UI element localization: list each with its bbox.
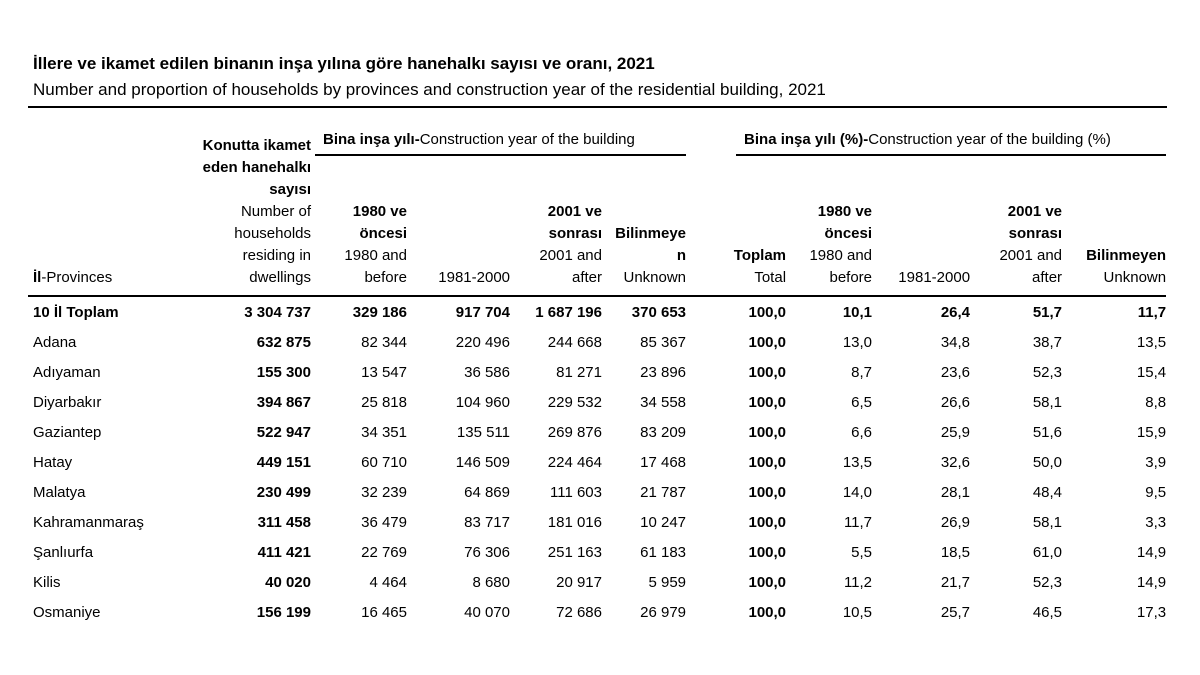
col-header-unknown: Bilinmeyen Unknown xyxy=(602,156,686,296)
value-cell: 4 464 xyxy=(369,573,407,591)
households-header-en: Number of households residing in dwellings xyxy=(234,203,311,286)
value-cell: 311 458 xyxy=(257,513,311,531)
value-cell: 52,3 xyxy=(1032,573,1063,591)
col-header-1980-before-pct: 1980 ve öncesi 1980 and before xyxy=(786,156,872,296)
value-cell: 155 300 xyxy=(256,363,311,381)
value-cell: 100,0 xyxy=(748,513,787,531)
value-cell: 72 686 xyxy=(556,603,602,621)
table-header xyxy=(28,108,1166,296)
value-cell: 58,1 xyxy=(1032,393,1063,411)
value-cell: 522 947 xyxy=(256,423,311,441)
value-cell: 34 558 xyxy=(640,393,687,411)
page-subtitle: Number and proportion of households by provinces and construction year of the residential building, 2021 xyxy=(33,80,826,99)
value-cell: 36 479 xyxy=(361,513,407,531)
table-row xyxy=(28,507,1166,537)
col-header-unknown-pct: Bilinmeyen Unknown xyxy=(1062,156,1166,296)
value-cell: 100,0 xyxy=(748,393,787,411)
value-cell: 23,6 xyxy=(940,363,971,381)
value-cell: 244 668 xyxy=(547,333,602,351)
group-header-row xyxy=(28,108,1166,156)
value-cell: 15,9 xyxy=(1136,423,1167,441)
value-cell: 14,0 xyxy=(842,483,873,501)
value-cell: 83 209 xyxy=(640,423,687,441)
value-cell: 156 199 xyxy=(256,603,311,621)
province-cell: Hatay xyxy=(33,453,73,471)
value-cell: 8,7 xyxy=(851,363,873,381)
value-cell: 917 704 xyxy=(455,303,510,321)
value-cell: 17,3 xyxy=(1136,603,1167,621)
value-cell: 81 271 xyxy=(556,363,602,381)
value-cell: 181 016 xyxy=(547,513,602,531)
value-cell: 16 465 xyxy=(361,603,407,621)
value-cell: 13,0 xyxy=(842,333,873,351)
province-column-header xyxy=(28,108,180,296)
table-body xyxy=(28,296,1166,627)
value-cell: 25,7 xyxy=(940,603,971,621)
value-cell: 61 183 xyxy=(640,543,687,561)
value-cell: 21 787 xyxy=(640,483,687,501)
table-row xyxy=(28,357,1166,387)
group-header-construction-year xyxy=(311,108,686,156)
col-header-2001-after: 2001 ve sonrası 2001 and after xyxy=(510,156,602,296)
value-cell: 82 344 xyxy=(361,333,407,351)
value-cell: 52,3 xyxy=(1032,363,1063,381)
value-cell: 5,5 xyxy=(851,543,873,561)
value-cell: 58,1 xyxy=(1032,513,1063,531)
group2-label-en: Construction year of the building (%) xyxy=(868,131,1111,148)
value-cell: 8,8 xyxy=(1145,393,1167,411)
value-cell: 14,9 xyxy=(1136,573,1167,591)
value-cell: 269 876 xyxy=(547,423,602,441)
value-cell: 5 959 xyxy=(648,573,687,591)
value-cell: 100,0 xyxy=(748,543,787,561)
group1-label-en: Construction year of the building xyxy=(419,131,635,148)
value-cell: 23 896 xyxy=(640,363,687,381)
value-cell: 83 717 xyxy=(464,513,510,531)
value-cell: 6,6 xyxy=(851,423,873,441)
table-row xyxy=(28,477,1166,507)
value-cell: 32,6 xyxy=(940,453,971,471)
value-cell: 10,1 xyxy=(842,303,873,321)
value-cell: 9,5 xyxy=(1145,483,1167,501)
province-cell: Şanlıurfa xyxy=(33,543,94,561)
table-row xyxy=(28,567,1166,597)
value-cell: 26,9 xyxy=(940,513,971,531)
col-header-total-pct: Toplam Total xyxy=(686,156,786,296)
households-column-header xyxy=(180,108,311,296)
value-cell: 20 917 xyxy=(556,573,602,591)
value-cell: 135 511 xyxy=(456,423,510,441)
value-cell: 229 532 xyxy=(547,393,602,411)
value-cell: 17 468 xyxy=(640,453,687,471)
col-header-2001-after-pct: 2001 ve sonrası 2001 and after xyxy=(970,156,1062,296)
value-cell: 10 247 xyxy=(640,513,687,531)
province-cell: Diyarbakır xyxy=(33,393,102,411)
value-cell: 32 239 xyxy=(361,483,407,501)
table-row xyxy=(28,537,1166,567)
value-cell: 51,6 xyxy=(1032,423,1063,441)
value-cell: 76 306 xyxy=(464,543,510,561)
value-cell: 26,6 xyxy=(940,393,971,411)
value-cell: 50,0 xyxy=(1032,453,1063,471)
value-cell: 100,0 xyxy=(748,573,787,591)
value-cell: 6,5 xyxy=(851,393,873,411)
value-cell: 11,7 xyxy=(843,513,873,531)
province-header-tr: İl xyxy=(33,269,42,286)
households-header-tr: Konutta ikamet eden hanehalkı sayısı xyxy=(202,137,311,198)
value-cell: 15,4 xyxy=(1136,363,1167,381)
province-cell: 10 İl Toplam xyxy=(33,303,119,321)
province-cell: Osmaniye xyxy=(33,603,101,621)
value-cell: 10,5 xyxy=(842,603,873,621)
value-cell: 100,0 xyxy=(748,483,787,501)
table-row xyxy=(28,327,1166,357)
value-cell: 3,3 xyxy=(1145,513,1167,531)
value-cell: 22 769 xyxy=(361,543,407,561)
col-header-1980-before: 1980 ve öncesi 1980 and before xyxy=(311,156,407,296)
province-cell: Kahramanmaraş xyxy=(33,513,144,531)
group1-label-tr: Bina inşa yılı- xyxy=(323,131,420,148)
value-cell: 14,9 xyxy=(1136,543,1167,561)
value-cell: 370 653 xyxy=(631,303,687,321)
province-cell: Adana xyxy=(33,333,77,351)
province-cell: Gaziantep xyxy=(33,423,102,441)
value-cell: 8 680 xyxy=(472,573,510,591)
value-cell: 100,0 xyxy=(748,333,787,351)
value-cell: 111 603 xyxy=(550,483,602,501)
value-cell: 13,5 xyxy=(842,453,873,471)
value-cell: 60 710 xyxy=(361,453,407,471)
value-cell: 36 586 xyxy=(464,363,510,381)
value-cell: 100,0 xyxy=(748,303,787,321)
value-cell: 46,5 xyxy=(1032,603,1063,621)
value-cell: 13,5 xyxy=(1136,333,1167,351)
value-cell: 1 687 196 xyxy=(535,303,602,321)
province-cell: Adıyaman xyxy=(33,363,101,381)
value-cell: 21,7 xyxy=(940,573,971,591)
value-cell: 411 421 xyxy=(257,543,311,561)
col-header-1981-2000: 1981-2000 xyxy=(407,156,510,296)
province-cell: Kilis xyxy=(33,573,61,591)
value-cell: 11,2 xyxy=(843,573,873,591)
value-cell: 25,9 xyxy=(940,423,971,441)
value-cell: 48,4 xyxy=(1032,483,1063,501)
value-cell: 100,0 xyxy=(748,603,787,621)
value-cell: 34 351 xyxy=(361,423,407,441)
table-row xyxy=(28,387,1166,417)
table-row xyxy=(28,296,1166,327)
value-cell: 61,0 xyxy=(1032,543,1063,561)
value-cell: 394 867 xyxy=(256,393,311,411)
table-row xyxy=(28,447,1166,477)
value-cell: 104 960 xyxy=(455,393,510,411)
value-cell: 100,0 xyxy=(748,363,787,381)
value-cell: 224 464 xyxy=(547,453,602,471)
province-header-en: -Provinces xyxy=(41,269,113,286)
value-cell: 51,7 xyxy=(1032,303,1063,321)
value-cell: 34,8 xyxy=(940,333,971,351)
value-cell: 251 163 xyxy=(547,543,602,561)
value-cell: 40 020 xyxy=(265,573,311,591)
value-cell: 329 186 xyxy=(352,303,407,321)
table-row xyxy=(28,597,1166,627)
group2-label-tr: Bina inşa yılı (%)- xyxy=(744,131,869,148)
value-cell: 26 979 xyxy=(640,603,687,621)
value-cell: 26,4 xyxy=(940,303,971,321)
group-header-construction-year-pct xyxy=(686,108,1166,156)
value-cell: 28,1 xyxy=(940,483,971,501)
value-cell: 25 818 xyxy=(361,393,407,411)
province-cell: Malatya xyxy=(33,483,86,501)
households-table xyxy=(28,108,1166,627)
value-cell: 449 151 xyxy=(256,453,311,471)
value-cell: 85 367 xyxy=(640,333,687,351)
value-cell: 230 499 xyxy=(256,483,311,501)
value-cell: 11,7 xyxy=(1137,303,1167,321)
value-cell: 64 869 xyxy=(464,483,510,501)
value-cell: 13 547 xyxy=(361,363,407,381)
value-cell: 632 875 xyxy=(256,333,311,351)
page-title: İllere ve ikamet edilen binanın inşa yılına göre hanehalkı sayısı ve oranı, 2021 xyxy=(33,54,655,73)
value-cell: 40 070 xyxy=(464,603,510,621)
value-cell: 3 304 737 xyxy=(244,303,311,321)
value-cell: 3,9 xyxy=(1145,453,1167,471)
table-row xyxy=(28,417,1166,447)
value-cell: 220 496 xyxy=(455,333,510,351)
value-cell: 100,0 xyxy=(748,423,787,441)
value-cell: 18,5 xyxy=(940,543,971,561)
value-cell: 100,0 xyxy=(748,453,787,471)
value-cell: 38,7 xyxy=(1032,333,1063,351)
title-block xyxy=(28,53,1167,108)
table-figure xyxy=(28,53,1167,627)
col-header-1981-2000-pct: 1981-2000 xyxy=(872,156,970,296)
value-cell: 146 509 xyxy=(455,453,510,471)
